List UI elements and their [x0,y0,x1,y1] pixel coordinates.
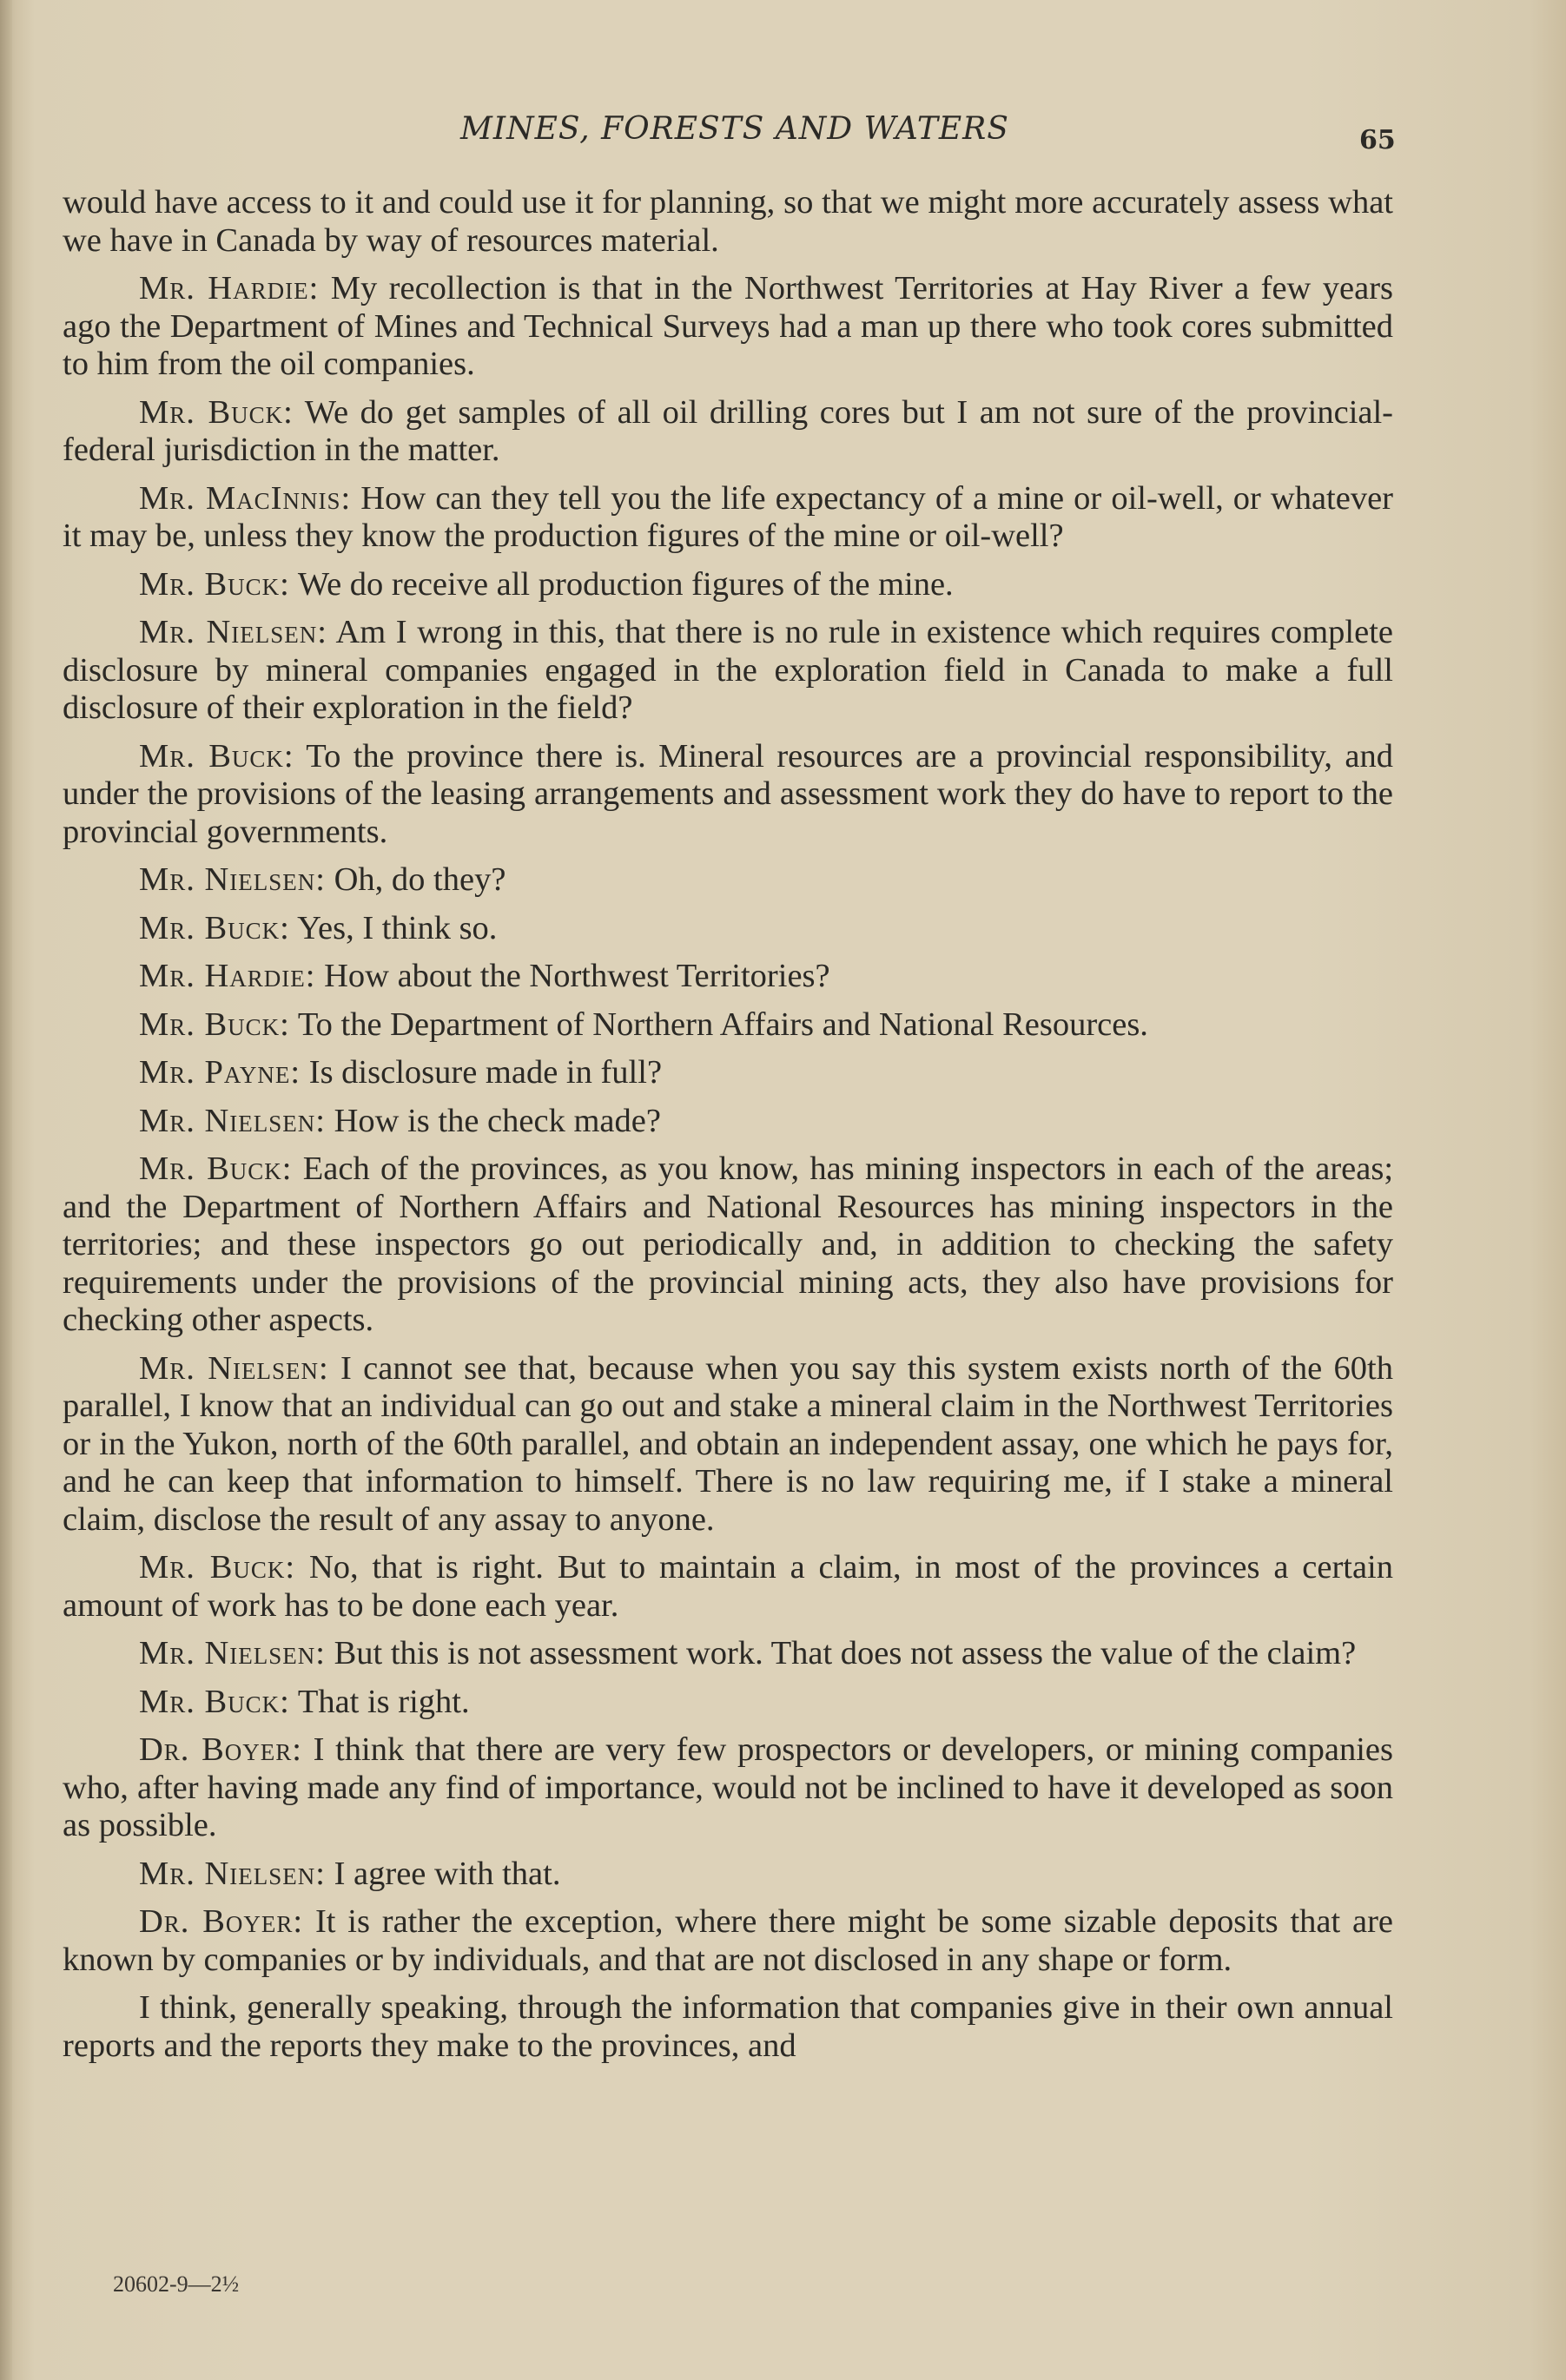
speaker-name: Dr. Boyer: [139,1903,304,1940]
speaker-name: Mr. Hardie: [139,958,316,994]
speaker-name: Mr. Buck: [139,393,294,431]
paragraph [63,1684,1393,1722]
speaker-name: Mr. Buck: [139,1005,290,1043]
paragraph-text: Is disclosure made in full? [308,1054,663,1091]
paragraph [63,1054,1393,1092]
running-head: MINES, FORESTS AND WATERS [460,111,1009,147]
paragraph-text: We do get samples of all oil drilling cores but I am not sure of the provincial-federal jurisdiction in the matter. [63,393,1393,468]
paragraph [63,1731,1393,1845]
paragraph-text: How about the Northwest Territories? [324,958,830,994]
paragraph-text: That is right. [297,1683,470,1720]
paragraph-text: It is rather the exception, where there might be some sizable deposits that are known by companies or by individuals, and that are not disclosed in any shape or form. [63,1903,1393,1978]
paragraph-text: Each of the provinces, as you know, has mining inspectors in each of the areas; and the Department of Northern Affairs and National Resources has mining inspectors in the territories; and these inspectors go out periodically and, in addition to checking the safety requirements under the provisions of the provincial mining acts, they also have provisions for checking other aspects. [63,1150,1394,1338]
paragraph-text: My recollection is that in the Northwest Territories at Hay River a few years ago the Department of Mines and Technical Surveys had a man up there who took cores submitted to him from the oil companies. [63,270,1394,382]
paragraph [63,1903,1393,1979]
speaker-name: Mr. Buck: [139,565,290,603]
speaker-name: Mr. Hardie: [139,270,320,307]
paragraph-text: I think that there are very few prospectors or developers, or mining companies who, after having made any find of importance, would not be inclined to have it developed as soon as possible. [63,1731,1393,1843]
speaker-name: Mr. Nielsen: [139,1855,326,1892]
speaker-name: Mr. Nielsen: [139,861,326,898]
paragraph [63,1989,1393,2065]
transcript-body [63,184,1393,2075]
paragraph-text: I agree with that. [334,1855,561,1892]
paragraph [63,738,1393,852]
speaker-name: Mr. Nielsen: [139,1102,326,1139]
page-spine-shadow [0,0,12,2380]
speaker-name: Mr. MacInnis: [139,479,352,517]
page-header [0,111,1566,163]
paragraph [63,566,1393,604]
paragraph-text: To the Department of Northern Affairs and National Resources. [297,1005,1148,1043]
paragraph [63,1350,1393,1539]
paragraph [63,480,1393,556]
speaker-name: Mr. Nielsen: [139,1635,326,1671]
speaker-name: Mr. Nielsen: [139,1349,329,1387]
paragraph [63,1006,1393,1045]
speaker-name: Mr. Buck: [139,909,290,946]
paragraph [63,958,1393,996]
paragraph [63,1103,1393,1141]
speaker-name: Mr. Payne: [139,1054,301,1091]
paragraph-text: No, that is right. But to maintain a claim, in most of the provinces a certain amount of work has to be done each year. [63,1549,1393,1624]
paragraph [63,910,1393,948]
paragraph-text: How is the check made? [334,1102,661,1139]
paragraph [63,1150,1393,1340]
paragraph-text: We do receive all production figures of the mine. [297,565,954,603]
speaker-name: Mr. Buck: [139,737,294,775]
paragraph-text: would have access to it and could use it for planning, so that we might more accurately assess what we have in Canada by way of resources material. [63,184,1393,259]
paragraph-text: I think, generally speaking, through the information that companies give in their own annual reports and the reports they make to the provinces, and [63,1989,1393,2064]
paragraph-text: How can they tell you the life expectancy of a mine or oil-well, or whatever it may be, unless they know the production figures of the mine or oil-well? [63,479,1393,554]
speaker-name: Mr. Buck: [139,1683,290,1720]
paragraph [63,394,1393,470]
paragraph-text: Yes, I think so. [297,909,498,946]
page-number: 65 [1359,125,1396,155]
paragraph-text: I cannot see that, because when you say this system exists north of the 60th parallel, I know that an individual can go out and stake a mineral claim in the Northwest Territories or in the Yukon, north of the 60th parallel, and obtain an independent assay, one which he pays for, and he can keep that information to himself. There is no law requiring me, if I stake a mineral claim, disclose the result of any assay to anyone. [63,1349,1393,1538]
paragraph [63,1856,1393,1894]
speaker-name: Dr. Boyer: [139,1731,302,1768]
speaker-name: Mr. Buck: [139,1150,293,1187]
paragraph [63,861,1393,900]
paragraph [63,1635,1393,1673]
paragraph [63,184,1393,260]
paragraph [63,614,1393,728]
printer-signature-mark: 20602-9—2½ [113,2271,240,2297]
paragraph-text: Oh, do they? [334,861,506,898]
paragraph [63,270,1393,384]
speaker-name: Mr. Buck: [139,1549,296,1586]
paragraph-text: To the province there is. Mineral resources are a provincial responsibility, and under the provisions of the leasing arrangements and assessment work they do have to report to the provincial governments. [63,737,1393,850]
paragraph-text: Am I wrong in this, that there is no rule in existence which requires complete disclosure by mineral companies engaged in the exploration field in Canada to make a full disclosure of their exploration in the field? [63,614,1393,726]
paragraph [63,1549,1393,1625]
speaker-name: Mr. Nielsen: [139,614,327,650]
paragraph-text: But this is not assessment work. That does not assess the value of the claim? [334,1635,1357,1671]
